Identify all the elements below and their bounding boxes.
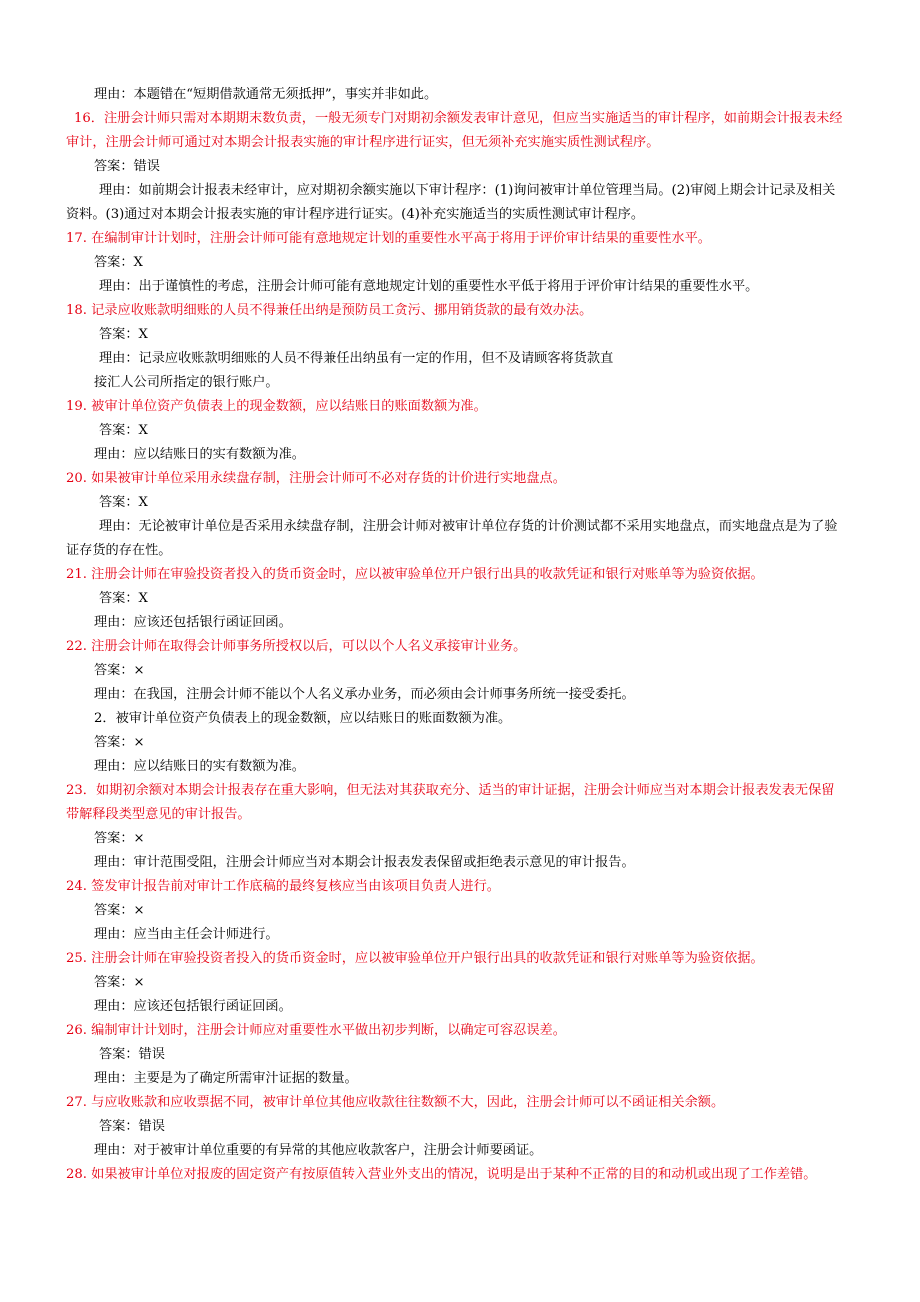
q17-question: 17. 在编制审计计划时，注册会计师可能有意地规定计划的重要性水平高于将用于评价审计结果的重要性水平。: [66, 231, 711, 246]
q24-question: 24. 签发审计报告前对审计工作底稿的最终复核应当由该项目负责人进行。: [66, 879, 500, 894]
q16-reason-line2: 资料。(3)通过对本期会计报表实施的审计程序进行证实。(4)补充实施适当的实质性测试审计程序。: [66, 207, 645, 222]
q22-reason: 理由：在我国，注册会计师不能以个人名义承办业务，而必须由会计师事务所统一接受委托。: [94, 687, 635, 702]
q26-reason: 理由：主要是为了确定所需审汁证据的数量。: [94, 1071, 358, 1086]
q22-question: 22. 注册会计师在取得会计师事务所授权以后，可以以个人名义承接审计业务。: [66, 639, 527, 654]
q20-reason-line1: 理由：无论被审计单位是否采用永续盘存制，注册会计师对被审计单位存货的计价测试都不采用实地盘点，而实地盘点是为了验: [99, 519, 838, 534]
q23-question-line2: 带解释段类型意见的审计报告。: [66, 807, 251, 822]
q22-answer: 答案：×: [94, 663, 145, 678]
q27-answer: 答案：错误: [99, 1119, 165, 1134]
q2-reason: 理由：应以结账日的实有数额为准。: [94, 759, 305, 774]
q17-answer: 答案：X: [94, 255, 143, 270]
q2-answer: 答案：×: [94, 735, 145, 750]
q2-question: 2．被审计单位资产负债表上的现金数额，应以结账日的账面数额为准。: [94, 711, 512, 726]
q23-answer: 答案：×: [94, 831, 145, 846]
q17-reason: 理由：出于谨慎性的考虑，注册会计师可能有意地规定计划的重要性水平低于将用于评价审计结果的重要性水平。: [99, 279, 759, 294]
q20-reason-line2: 证存货的存在性。: [66, 543, 172, 558]
q24-reason: 理由：应当由主任会计师进行。: [94, 927, 279, 942]
q23-reason: 理由：审计范围受阻，注册会计师应当对本期会计报表发表保留或拒绝表示意见的审计报告。: [94, 855, 635, 870]
q18-question: 18. 记录应收账款明细账的人员不得兼任出纳是预防员工贪污、挪用销货款的最有效办法。: [66, 303, 593, 318]
q24-answer: 答案：×: [94, 903, 145, 918]
q19-reason: 理由：应以结账日的实有数额为准。: [94, 447, 305, 462]
q16-reason-line1: 理由：如前期会计报表未经审计，应对期初余额实施以下审计程序：(1)询问被审计单位管理当局。(2)审阅上期会计记录及相关: [99, 183, 836, 198]
q18-answer: 答案：X: [99, 327, 148, 342]
q16-question-line2: 审计，注册会计师可通过对本期会计报表实施的审计程序进行证实，但无须补充实施实质性测试程序。: [66, 135, 660, 150]
q28-question: 28. 如果被审计单位对报废的固定资产有按原值转入营业外支出的情况，说明是出于某种不正常的目的和动机或出现了工作差错。: [66, 1167, 817, 1182]
q26-question: 26. 编制审计计划时，注册会计师应对重要性水平做出初步判断，以确定可容忍误差。: [66, 1023, 566, 1038]
q21-answer: 答案：X: [99, 591, 148, 606]
q25-answer: 答案：×: [94, 975, 145, 990]
q20-question: 20. 如果被审计单位采用永续盘存制，注册会计师可不必对存货的计价进行实地盘点。: [66, 471, 566, 486]
q27-reason: 理由：对于被审计单位重要的有异常的其他应收款客户，注册会计师要函证。: [94, 1143, 543, 1158]
q18-reason-line1: 理由：记录应收账款明细账的人员不得兼任出纳虽有一定的作用，但不及请顾客将货款直: [99, 351, 614, 366]
intro-reason: 理由：本题错在“短期借款通常无须抵押”，事实并非如此。: [94, 87, 438, 102]
q19-answer: 答案：X: [99, 423, 148, 438]
q20-answer: 答案：X: [99, 495, 148, 510]
q27-question: 27. 与应收账款和应收票据不同，被审计单位其他应收款往往数额不大，因此，注册会计师可以不函证相关余额。: [66, 1095, 725, 1110]
q25-reason: 理由：应该还包括银行函证回函。: [94, 999, 292, 1014]
q21-question: 21. 注册会计师在审验投资者投入的货币资金时，应以被审验单位开户银行出具的收款凭证和银行对账单等为验资依据。: [66, 567, 764, 582]
q16-answer: 答案：错误: [94, 159, 160, 174]
q26-answer: 答案：错误: [99, 1047, 165, 1062]
q25-question: 25. 注册会计师在审验投资者投入的货币资金时，应以被审验单位开户银行出具的收款凭证和银行对账单等为验资依据。: [66, 951, 764, 966]
q19-question: 19. 被审计单位资产负债表上的现金数额，应以结账日的账面数额为准。: [66, 399, 487, 414]
q21-reason: 理由：应该还包括银行函证回函。: [94, 615, 292, 630]
q16-question-line1: 16．注册会计师只需对本期期末数负责，一般无须专门对期初余额发表审计意见，但应当实施适当的审计程序，如前期会计报表未经: [74, 111, 843, 126]
q18-reason-line2: 接汇人公司所指定的银行账户。: [94, 375, 279, 390]
q23-question-line1: 23．如期初余额对本期会计报表存在重大影响，但无法对其获取充分、适当的审计证据，注册会计师应当对本期会计报表发表无保留: [66, 783, 835, 798]
